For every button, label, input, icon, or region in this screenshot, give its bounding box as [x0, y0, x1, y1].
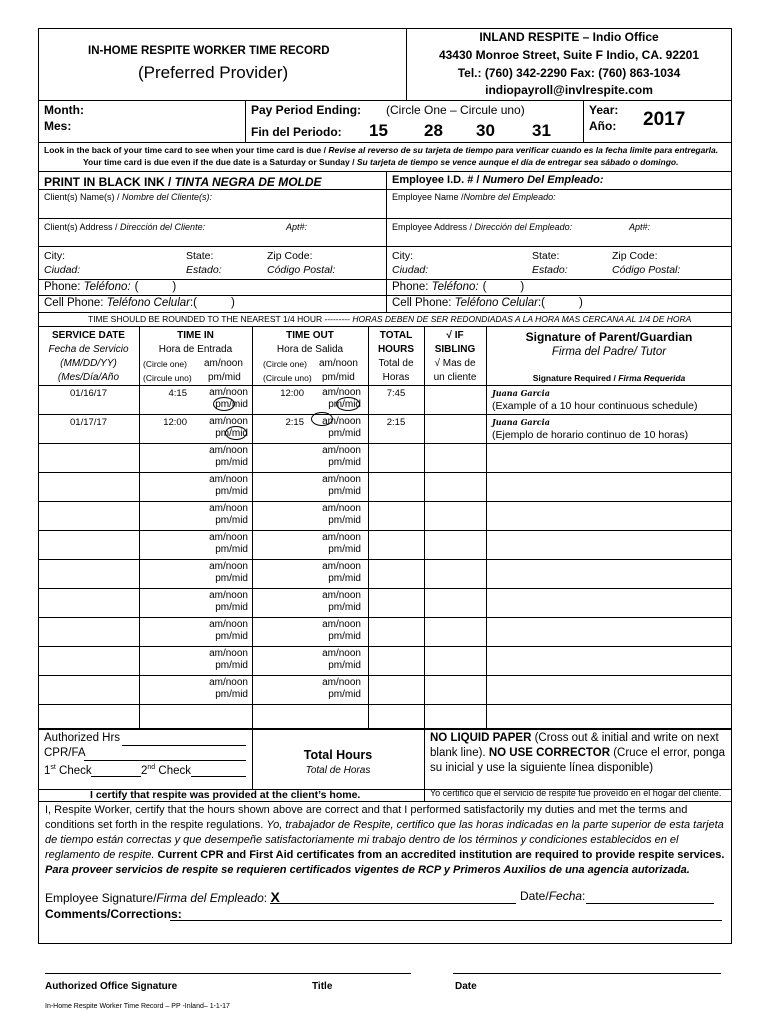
header-if-sibling: √ IF [446, 330, 464, 341]
rounding-notice: TIME SHOULD BE ROUNDED TO THE NEAREST 1/4 HOUR --------- HORAS DEBEN DE SER REDONDIADAS A LA HORA MAS CERCANA AL 1/4 DE HORA [88, 314, 692, 324]
info-line-3 [38, 246, 732, 247]
header-total: TOTAL [379, 330, 413, 341]
row-in-pm-mid[interactable]: pm/mid [215, 573, 248, 584]
cpr-label[interactable]: CPR/FA [44, 747, 86, 759]
row-out-am-noon[interactable]: am/noon [322, 387, 361, 398]
row-in-pm-mid[interactable]: pm/mid [215, 486, 248, 497]
row-in-am-noon[interactable]: am/noon [209, 677, 248, 688]
header-sig-required: Signature Required / Firma Requerida [532, 373, 686, 383]
row-out-am-noon[interactable]: am/noon [322, 445, 361, 456]
row-time-out[interactable]: 12:00 [280, 388, 304, 399]
table-row-divider [38, 530, 732, 531]
table-row-divider [38, 559, 732, 560]
total-hours-label: Total Hours [303, 748, 373, 762]
month-label: Month: [44, 103, 84, 117]
employee-signature-label[interactable]: Employee Signature/Firma del Empleado: X [45, 889, 280, 905]
office-name: INLAND RESPITE – Indio Office [479, 30, 659, 44]
client-ciudad-label: Ciudad: [44, 264, 81, 276]
row-out-pm-mid[interactable]: pm/mid [328, 486, 361, 497]
employee-state-label[interactable]: State: [532, 250, 560, 262]
client-phone-field[interactable]: Phone: Teléfono: ( ) [44, 281, 177, 293]
office-signature-line [45, 973, 411, 974]
form-subtitle: (Preferred Provider) [138, 63, 289, 82]
employee-address-field[interactable]: Employee Address / Dirección del Empleado: [392, 222, 573, 232]
authorized-hrs-line [122, 745, 246, 746]
fin-label: Fin del Periodo: [251, 125, 342, 139]
row-out-pm-mid[interactable]: pm/mid [328, 602, 361, 613]
header-hora-salida: Hora de Salida [276, 344, 344, 355]
cpr-line [84, 760, 246, 761]
header-total-de: Total de [378, 358, 414, 369]
row-in-am-noon[interactable]: am/noon [209, 474, 248, 485]
table-row-divider [38, 588, 732, 589]
form-title: IN-HOME RESPITE WORKER TIME RECORD [88, 45, 330, 57]
header-sibling: SIBLING [434, 344, 476, 355]
table-column-divider [368, 326, 369, 729]
row-in-am-noon[interactable]: am/noon [209, 387, 248, 398]
employee-apt-field[interactable]: Apt#: [629, 222, 651, 232]
employee-city-label[interactable]: City: [392, 250, 413, 262]
client-address-field[interactable]: Client(s) Address / Dirección del Cliente: [44, 222, 206, 232]
footer-date-label: Date [455, 981, 477, 992]
office-address: 43430 Monroe Street, Suite F Indio, CA. 92201 [438, 48, 700, 62]
row-in-am-noon[interactable]: am/noon [209, 619, 248, 630]
period-bottom-line [38, 142, 732, 143]
circle-one-label: (Circle One – Circule uno) [386, 103, 525, 117]
row-out-am-noon[interactable]: am/noon [322, 590, 361, 601]
header-in-circule-uno: (Circule uno) [143, 373, 192, 383]
client-state-label[interactable]: State: [186, 250, 214, 262]
header-mesdia: (Mes/Día/Año [57, 372, 120, 383]
row-time-in[interactable]: 12:00 [163, 417, 187, 428]
row-total-hours[interactable]: 2:15 [386, 417, 406, 428]
row-time-in[interactable]: 4:15 [168, 388, 187, 399]
info-line-5 [38, 295, 732, 296]
pay-date-15[interactable]: 15 [369, 121, 388, 140]
row-out-pm-mid[interactable]: pm/mid [328, 544, 361, 555]
certify-home-es: Yo certifico que el servicio de respite fue proveído en el hogar del cliente. [430, 788, 722, 798]
row-in-pm-mid[interactable]: pm/mid [215, 544, 248, 555]
client-cell-field[interactable]: Cell Phone: Teléfono Celular:( ) [44, 297, 235, 309]
pay-period-label: Pay Period Ending: [251, 103, 362, 117]
header-out-pm-mid: pm/mid [322, 372, 355, 383]
client-apt-field[interactable]: Apt#: [286, 222, 308, 232]
row-out-am-noon[interactable]: am/noon [322, 532, 361, 543]
row-out-am-noon[interactable]: am/noon [322, 474, 361, 485]
table-column-divider [486, 326, 487, 729]
row-in-am-noon[interactable]: am/noon [209, 532, 248, 543]
row-service-date[interactable]: 01/17/17 [70, 417, 107, 428]
period-top-line [38, 100, 732, 101]
client-name-field[interactable]: Client(s) Name(s) / Nombre del Cliente(s): [44, 192, 213, 202]
header-horas: Horas [382, 372, 410, 383]
row-in-pm-mid[interactable]: pm/mid [215, 457, 248, 468]
table-column-divider [139, 326, 140, 729]
table-row-divider [38, 646, 732, 647]
row-out-pm-mid[interactable]: pm/mid [328, 399, 361, 410]
second-check-line [191, 776, 246, 777]
header-out-circle-one: (Circle one) [263, 359, 307, 369]
header-in-am-noon: am/noon [204, 358, 243, 369]
info-line-1 [38, 189, 732, 190]
footer-date-line [453, 973, 721, 974]
year-value: 2017 [643, 109, 686, 130]
row-signature-note: (Ejemplo de horario continuo de 10 horas) [492, 429, 689, 441]
ano-label: Año: [589, 119, 617, 133]
client-zip-label[interactable]: Zip Code: [267, 250, 313, 262]
row-in-pm-mid[interactable]: pm/mid [215, 631, 248, 642]
client-estado-label: Estado: [186, 264, 222, 276]
circle-row2-out-am [311, 412, 333, 426]
row-out-pm-mid[interactable]: pm/mid [328, 428, 361, 439]
authorized-hrs-label[interactable]: Authorized Hrs [44, 732, 121, 744]
employee-phone-field[interactable]: Phone: Teléfono: ( ) [392, 281, 525, 293]
time-table [38, 326, 732, 729]
circle-row1-out-mid [336, 397, 360, 411]
table-row-divider [38, 675, 732, 676]
row-out-am-noon[interactable]: am/noon [322, 648, 361, 659]
row-in-am-noon[interactable]: am/noon [209, 445, 248, 456]
table-row-divider [38, 617, 732, 618]
row-out-pm-mid[interactable]: pm/mid [328, 457, 361, 468]
row-total-hours[interactable]: 7:45 [386, 388, 406, 399]
employee-estado-label: Estado: [532, 264, 568, 276]
second-check-label[interactable]: 2nd Check [141, 764, 191, 777]
row-in-am-noon[interactable]: am/noon [209, 590, 248, 601]
notice-line-2: Your time card is due even if the due date is a Saturday or Sunday / Su tarjeta de tiempo se vence aunque el día de entregar sea sábado o domingo. [83, 157, 679, 167]
pay-date-28[interactable]: 28 [424, 121, 443, 140]
table-column-divider [424, 326, 425, 729]
row-in-pm-mid[interactable]: pm/mid [215, 689, 248, 700]
row-in-am-noon[interactable]: am/noon [209, 503, 248, 514]
header-time-in: TIME IN [177, 330, 214, 341]
first-check-line [91, 776, 141, 777]
header-fecha: Fecha de Servicio [48, 344, 129, 355]
info-center-divider [386, 171, 387, 313]
employee-codigo-label: Código Postal: [612, 264, 681, 276]
info-line-4 [38, 279, 732, 280]
row-out-pm-mid[interactable]: pm/mid [328, 573, 361, 584]
employee-id-label[interactable]: Employee I.D. # / Numero Del Empleado: [392, 174, 604, 186]
table-column-divider [252, 326, 253, 729]
office-phone: Tel.: (760) 342-2290 Fax: (760) 863-1034 [457, 66, 681, 80]
row-out-pm-mid[interactable]: pm/mid [328, 660, 361, 671]
row-in-pm-mid[interactable]: pm/mid [215, 515, 248, 526]
first-check-label[interactable]: 1st Check [44, 764, 92, 777]
header-hora-entrada: Hora de Entrada [158, 344, 233, 355]
certification-paragraph: I, Respite Worker, certify that the hours shown above are correct and that I performed satisfactorily my duties and met the terms and conditions set forth in the respite regulations. Yo, trabajador de Respite, certifico que las horas indicadas en la parte superior de esta tarjeta de tiempo están correctas y que desempeñe satisfactoriamente mi trabajo dentro de los términos y condiciones establecidos en el reglamento de respite. Current CPR and First Aid certificates from an accredited institution are required to provide respite services. Para proveer servicios de respite se requieren certificados vigentes de RCP y Primeros Auxilios de una agencia autorizada. [45, 804, 725, 876]
row-out-am-noon[interactable]: am/noon [322, 561, 361, 572]
date-line [586, 903, 714, 904]
header-un-cliente: un cliente [433, 372, 477, 383]
client-codigo-label: Código Postal: [267, 264, 336, 276]
row-parent-signature[interactable]: Juana Garcia [492, 388, 550, 398]
row-in-am-noon[interactable]: am/noon [209, 416, 248, 427]
employee-cell-field[interactable]: Cell Phone: Teléfono Celular:( ) [392, 297, 583, 309]
info-line-2 [38, 218, 732, 219]
header-firma: Firma del Padre/ Tutor [551, 346, 667, 358]
row-out-am-noon[interactable]: am/noon [322, 416, 361, 427]
header-out-circule-uno: (Circule uno) [263, 373, 312, 383]
print-ink-label: PRINT IN BLACK INK / TINTA NEGRA DE MOLDE [44, 175, 322, 189]
table-row-divider [38, 704, 732, 705]
row-out-pm-mid[interactable]: pm/mid [328, 689, 361, 700]
row-service-date[interactable]: 01/16/17 [70, 388, 107, 399]
circle-row1-in-pm [213, 397, 235, 411]
header-in-pm-mid: pm/mid [208, 372, 241, 383]
row-out-am-noon[interactable]: am/noon [322, 677, 361, 688]
circle-row2-in-mid [225, 426, 247, 440]
certify-line [38, 801, 732, 802]
row-in-pm-mid[interactable]: pm/mid [215, 602, 248, 613]
table-row-divider [38, 443, 732, 444]
row-out-am-noon[interactable]: am/noon [322, 619, 361, 630]
employee-zip-label[interactable]: Zip Code: [612, 250, 658, 262]
client-city-label[interactable]: City: [44, 250, 65, 262]
header-out-am-noon: am/noon [319, 358, 358, 369]
office-signature-label: Authorized Office Signature [45, 981, 178, 992]
header-hours: HOURS [377, 344, 415, 355]
row-in-pm-mid[interactable]: pm/mid [215, 428, 248, 439]
row-in-pm-mid[interactable]: pm/mid [215, 399, 248, 410]
employee-name-field[interactable]: Employee Name /Nombre del Empleado: [392, 192, 556, 202]
footer-title-label: Title [312, 981, 333, 992]
pay-date-30[interactable]: 30 [476, 121, 495, 140]
row-time-out[interactable]: 2:15 [285, 417, 304, 428]
table-row-divider [38, 501, 732, 502]
row-out-am-noon[interactable]: am/noon [322, 503, 361, 514]
header-signature: Signature of Parent/Guardian [525, 330, 693, 344]
header-mmddyy: (MM/DD/YY) [60, 358, 117, 369]
row-parent-signature[interactable]: Juana Garcia [492, 417, 550, 427]
header-service-date: SERVICE DATE [52, 330, 125, 341]
row-in-am-noon[interactable]: am/noon [209, 648, 248, 659]
row-out-pm-mid[interactable]: pm/mid [328, 631, 361, 642]
period-divider-2 [583, 100, 584, 142]
table-row-divider [38, 385, 732, 386]
totals-divider-2 [424, 729, 425, 802]
row-out-pm-mid[interactable]: pm/mid [328, 515, 361, 526]
office-email: indiopayroll@invlrespite.com [485, 83, 653, 97]
employee-ciudad-label: Ciudad: [392, 264, 429, 276]
table-row-divider [38, 414, 732, 415]
notice-line-1: Look in the back of your time card to see when your time card is due / Revise al reverso de su tarjeta de tiempo para verificar cuando es la fecha limite para entregarla. [44, 145, 719, 155]
comments-line [170, 920, 722, 921]
total-horas-label: Total de Horas [305, 765, 371, 776]
date-label[interactable]: Date/Fecha: [520, 889, 586, 903]
period-divider-1 [245, 100, 246, 142]
header-mas-de: √ Mas de [434, 358, 476, 369]
table-row-divider [38, 472, 732, 473]
row-in-pm-mid[interactable]: pm/mid [215, 660, 248, 671]
pay-date-31[interactable]: 31 [532, 121, 551, 140]
employee-signature-line [270, 903, 516, 904]
form-id: In-Home Respite Worker Time Record – PP -Inland– 1-1-17 [45, 1003, 230, 1010]
row-in-am-noon[interactable]: am/noon [209, 561, 248, 572]
header-in-circle-one: (Circle one) [143, 359, 187, 369]
comments-label[interactable]: Comments/Corrections: [45, 907, 182, 921]
year-label: Year: [589, 103, 619, 117]
certify-home-label: I certify that respite was provided at the client’s home. [90, 789, 361, 801]
header-time-out: TIME OUT [286, 330, 334, 341]
correction-notice: NO LIQUID PAPER (Cross out & initial and write on next blank line). NO USE CORRECTOR (Cruce el error, ponga su inicial y use la siguiente línea disponible) [430, 732, 726, 774]
row-signature-note: (Example of a 10 hour continuous schedule) [492, 400, 698, 412]
mes-label: Mes: [44, 119, 72, 133]
